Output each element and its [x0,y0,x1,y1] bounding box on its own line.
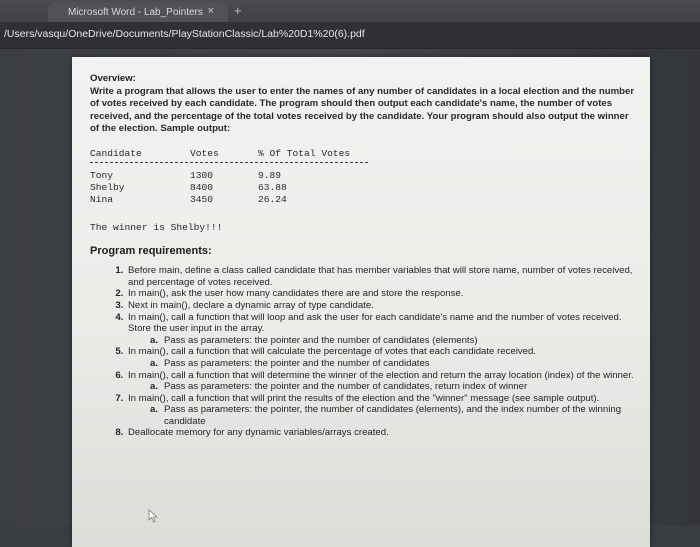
table-divider [90,162,368,163]
close-icon[interactable]: × [207,5,214,17]
overview-paragraph [90,86,638,136]
requirement-text: Deallocate memory for any dynamic variables/arrays created. [128,427,389,439]
table-cell-percent: 63.88 [258,181,287,193]
requirement-item [126,427,638,439]
sub-item-text: Pass as parameters: the pointer, the number of candidates (elements), and the index number of the winning candidate [164,404,622,427]
overview-line: of votes received by each candidate. The program should then output each candidate's name, the number of votes [90,98,613,110]
sub-list [128,335,638,347]
mouse-cursor-icon [148,509,160,523]
column-header-votes: Votes [190,147,219,159]
sub-marker: a. [150,381,159,393]
table-cell-name: Shelby [90,181,125,193]
sub-item-text: Pass as parameters: the pointer and the number of candidates, return index of winner [164,381,528,393]
sub-item [150,358,638,370]
table-cell-percent: 9.89 [258,169,282,181]
browser-tab[interactable] [48,2,228,22]
requirement-item [126,393,638,428]
winner-line: The winner is Shelby!!! [90,221,223,233]
requirement-item [126,300,638,312]
sub-marker: a. [150,357,159,369]
sub-item-text: Pass as parameters: the pointer and the number of candidates [164,357,430,369]
sub-list [128,358,638,370]
requirement-text: In main(), call a function that will calculate the percentage of votes that each candidate received. [128,346,536,358]
requirements-heading: Program requirements: [90,244,212,257]
tab-bar [0,0,700,22]
sub-item-text: Pass as parameters: the pointer and the number of candidates (elements) [164,334,478,346]
overview-heading: Overview: [90,73,136,84]
sub-item [150,381,638,393]
column-header-percent: % Of Total Votes [258,147,351,159]
table-cell-votes: 1300 [190,169,214,181]
sub-marker: a. [150,334,159,346]
overview-line: Write a program that allows the user to enter the names of any number of candidates in a local election and the number [90,85,635,97]
sub-item [150,404,638,427]
address-text[interactable]: /Users/vasqu/OneDrive/Documents/PlayStationClassic/Lab%20D1%20(6).pdf [4,28,365,40]
requirement-item [126,370,638,393]
sub-list [128,381,638,393]
requirement-text: Before main, define a class called candidate that has member variables that will store name, number of votes received, and percentage of votes received. [128,265,633,288]
column-header-candidate: Candidate [90,147,142,159]
table-cell-name: Nina [90,193,114,205]
pdf-page [72,57,650,547]
requirement-text: In main(), call a function that will determine the winner of the election and return the array location (index) of the winner. [128,369,634,381]
requirement-item [126,346,638,369]
requirement-text: In main(), ask the user how many candidates there are and store the response. [128,288,464,300]
requirement-text: Next in main(), declare a dynamic array of type candidate. [128,299,374,311]
requirement-text: In main(), call a function that will loop and ask the user for each candidate's name and the number of votes received. Store the user input in the array. [128,311,622,335]
new-tab-icon[interactable]: + [234,3,242,18]
pdf-viewer [0,49,700,525]
requirement-item [126,312,638,347]
sub-list [128,404,638,427]
sub-item [150,335,638,347]
overview-line: of the election. Sample output: [90,123,231,135]
requirements-list [90,265,638,439]
requirement-item [126,265,638,288]
table-cell-percent: 26.24 [258,193,287,205]
overview-line: received, and the percentage of the total votes received by the candidate. Your program should also output the winner [90,110,629,122]
requirement-text: In main(), call a function that will print the results of the election and the "winner" message (see sample output). [128,392,600,404]
sub-marker: a. [150,404,159,416]
table-cell-votes: 3450 [190,193,214,205]
tab-title: Microsoft Word - Lab_Pointers [68,6,203,18]
page-content [90,73,638,439]
table-cell-name: Tony [90,169,114,181]
address-bar[interactable] [0,22,700,49]
requirement-item [126,288,638,300]
table-cell-votes: 8400 [190,181,214,193]
sample-output-table [90,148,380,210]
